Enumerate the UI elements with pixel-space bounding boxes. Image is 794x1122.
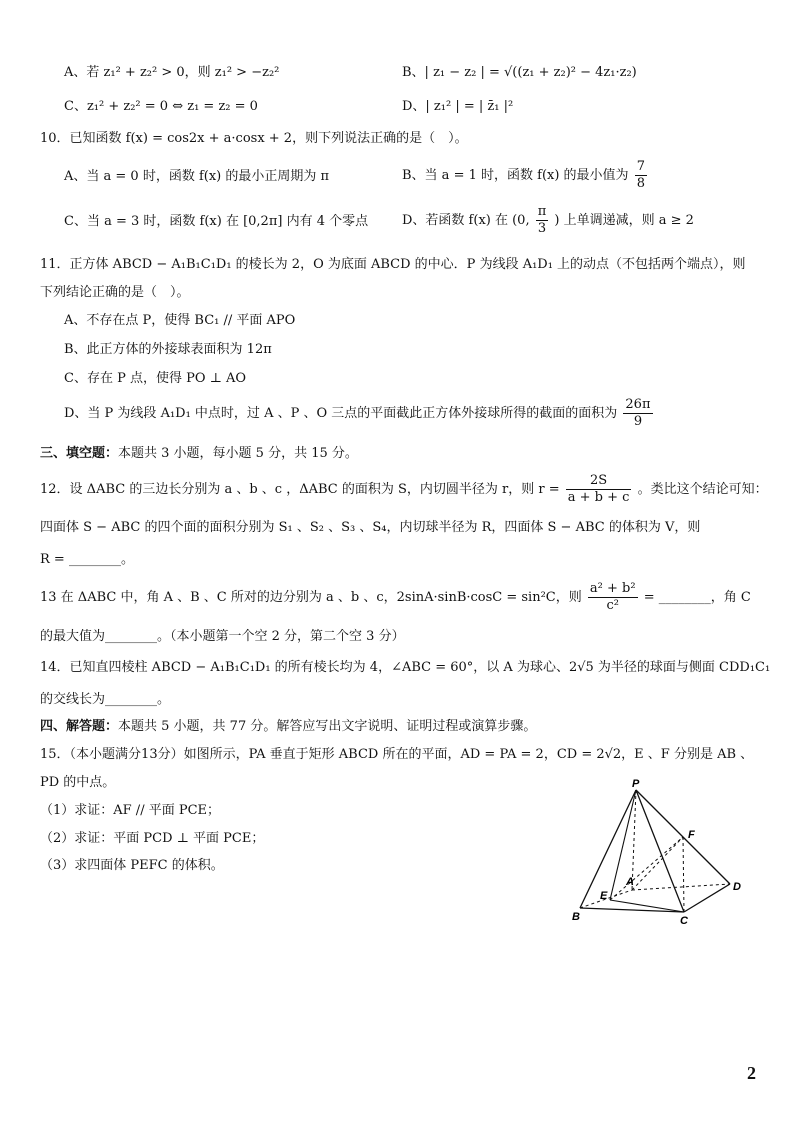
q10-option-d-pre: D、若函数 f(x) 在 (0,: [402, 213, 530, 228]
q10-option-b-num: 7: [636, 159, 645, 174]
q14-line2: 的交线长为________。: [40, 692, 171, 707]
q15-part1: （1）求证：AF // 平面 PCE；: [40, 803, 221, 818]
section4-title: 四、解答题：: [40, 719, 119, 734]
label-C: C: [680, 915, 688, 927]
q10-option-d-den: 3: [537, 221, 547, 236]
q13-line1-post: = ________，角 C: [643, 590, 751, 605]
q10-option-c: C、当 a = 3 时，函数 f(x) 在 [0,2π] 内有 4 个零点: [64, 214, 369, 229]
q11-stem-line2: 下列结论正确的是（ ）。: [40, 285, 190, 300]
q12-line1-pre: 12．设 ΔABC 的三边长分别为 a 、b 、c ，ΔABC 的面积为 S，内切圆半径为 r，则 r =: [40, 482, 560, 497]
q11-option-d: [64, 396, 655, 432]
q12-fraction-den: a + b + c: [567, 490, 630, 505]
q10-option-a: A、当 a = 0 时，函数 f(x) 的最小正周期为 π: [64, 169, 330, 184]
section3-title: 三、填空题：: [40, 446, 119, 461]
q15-part2: （2）求证：平面 PCD ⊥ 平面 PCE；: [40, 831, 265, 846]
q11-option-a: A、不存在点 P，使得 BC₁ // 平面 APO: [64, 313, 296, 328]
q15-line1: 15．（本小题满分13分）如图所示，PA 垂直于矩形 ABCD 所在的平面，AD = PA = 2，CD = 2√2，E 、F 分别是 AB 、: [40, 747, 754, 762]
q11-stem-line1: 11．正方体 ABCD − A₁B₁C₁D₁ 的棱长为 2，O 为底面 ABCD 的中心．P 为线段 A₁D₁ 上的动点（不包括两个端点），则: [40, 257, 746, 272]
q10-option-d-post: ) 上单调递减，则 a ≥ 2: [554, 213, 694, 228]
q10-option-b: [402, 158, 649, 194]
q10-option-b-fraction: [635, 159, 647, 192]
q13-fraction: [588, 581, 638, 614]
q13-line1: [40, 580, 751, 616]
q9-option-a: A、若 z₁² + z₂² > 0，则 z₁² > −z₂²: [64, 65, 280, 80]
q10-option-d-num: π: [537, 204, 547, 219]
segment-EF: [610, 837, 683, 900]
q10-option-b-den: 8: [636, 176, 645, 191]
section3-desc: 本题共 3 小题，每小题 5 分，共 15 分。: [118, 446, 358, 461]
q11-option-b: B、此正方体的外接球表面积为 12π: [64, 342, 272, 357]
page-number: 2: [747, 1063, 756, 1083]
q12-line1-post: 。类比这个结论可知：: [637, 482, 768, 497]
q9-option-c: C、z₁² + z₂² = 0 ⇔ z₁ = z₂ = 0: [64, 99, 258, 114]
q14-line1: 14．已知直四棱柱 ABCD − A₁B₁C₁D₁ 的所有棱长均为 4，∠ABC = 60°，以 A 为球心、2√5 为半径的球面与侧面 CDD₁C₁: [40, 660, 771, 675]
q15-part3: （3）求四面体 PEFC 的体积。: [40, 858, 224, 873]
pyramid-figure: [570, 778, 770, 928]
section3-heading: [40, 445, 358, 463]
section4-heading: [40, 718, 536, 736]
edge-PC: [636, 790, 684, 912]
q11-option-d-fraction: [623, 397, 652, 430]
q11-option-d-text: D、当 P 为线段 A₁D₁ 中点时，过 A 、P 、O 三点的平面截此正方体外接球所得的截面的面积为: [64, 406, 618, 421]
q9-option-d: D、| z₁² | = | z̄₁ |²: [402, 99, 514, 114]
label-A: A: [626, 876, 634, 888]
q13-line1-pre: 13 在 ΔABC 中，角 A 、B 、C 所对的边分别为 a 、b 、c，2sinA·sinB·cosC = sin²C，则: [40, 590, 582, 605]
q13-fraction-den: c²: [606, 598, 619, 613]
edge-AD: [632, 884, 730, 890]
q10-option-d: [402, 203, 694, 239]
q12-line2: 四面体 S − ABC 的四个面的面积分别为 S₁ 、S₂ 、S₃ 、S₄，内切球半径为 R，四面体 S − ABC 的体积为 V，则: [40, 520, 701, 535]
q13-line2: 的最大值为________。（本小题第一个空 2 分，第二个空 3 分）: [40, 629, 405, 644]
segment-FC: [683, 837, 684, 912]
label-B: B: [572, 911, 580, 923]
q11-option-c: C、存在 P 点，使得 PO ⊥ AO: [64, 371, 247, 386]
edge-PB: [580, 790, 636, 908]
label-D: D: [733, 881, 741, 893]
q10-option-b-text: B、当 a = 1 时，函数 f(x) 的最小值为: [402, 168, 629, 183]
label-F: F: [688, 829, 695, 841]
q13-fraction-num: a² + b²: [589, 581, 636, 596]
q12-fraction: [566, 473, 632, 506]
q12-fraction-num: 2S: [566, 473, 632, 490]
label-P: P: [632, 778, 640, 790]
q10-option-d-fraction: [536, 204, 549, 237]
edge-CD: [684, 884, 730, 912]
section4-desc: 本题共 5 小题，共 77 分。解答应写出文字说明、证明过程或演算步骤。: [118, 719, 537, 734]
q10-stem: 10．已知函数 f(x) = cos2x + a·cosx + 2，则下列说法正确的是（ ）。: [40, 131, 468, 146]
q11-option-d-den: 9: [633, 414, 643, 429]
label-E: E: [600, 890, 608, 902]
q12-line3: R = ________。: [40, 552, 134, 567]
q9-option-b: B、| z₁ − z₂ | = √((z₁ + z₂)² − 4z₁·z₂): [402, 65, 637, 80]
q11-option-d-num: 26π: [625, 397, 651, 412]
q12-line1: [40, 472, 768, 508]
q15-line2: PD 的中点。: [40, 775, 116, 790]
